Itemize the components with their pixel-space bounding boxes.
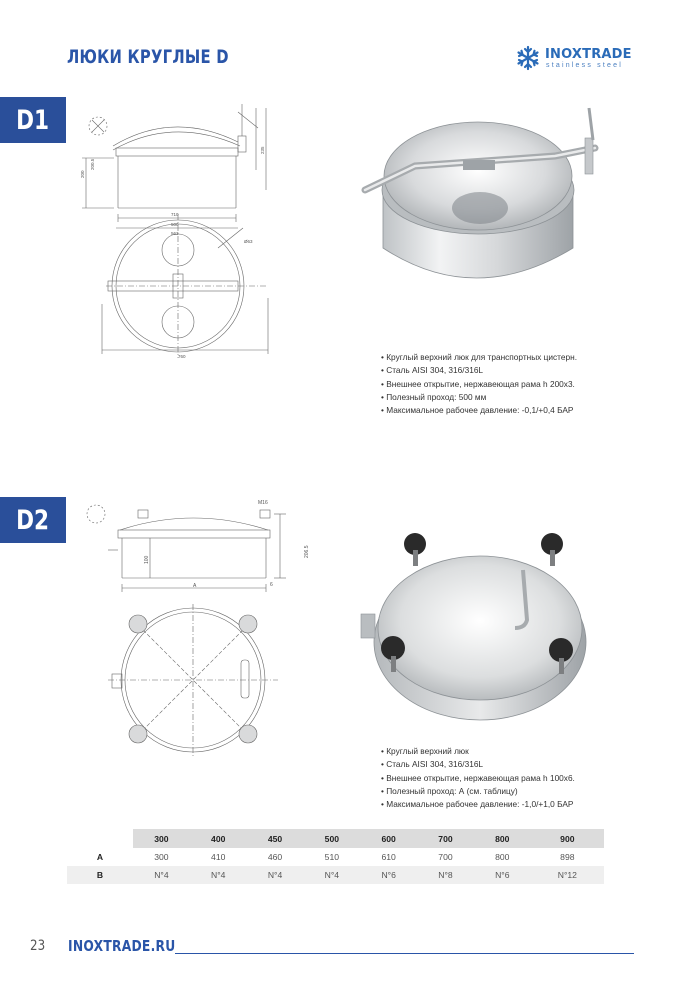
table-cell: N°4 <box>190 866 247 884</box>
list-item: • Круглый верхний люк для транспортных цистерн. <box>381 351 577 364</box>
table-header-row <box>67 829 604 848</box>
table-header: 300 <box>133 829 190 848</box>
list-item: • Внешнее открытие, нержавеющая рама h 200x3. <box>381 378 577 391</box>
footer-divider <box>175 953 634 954</box>
d1-dim-label: 760 <box>178 354 186 359</box>
table-cell: 510 <box>324 852 340 862</box>
list-item: • Полезный проход: А (см. таблицу) <box>381 785 575 798</box>
d1-dim-label: Ø63 <box>244 239 253 244</box>
table-header: 800 <box>474 829 531 848</box>
table-cell: N°8 <box>417 866 474 884</box>
brand-name: INOXTRADE <box>545 47 632 62</box>
d1-feature-list <box>381 351 577 417</box>
snowflake-icon <box>515 45 541 71</box>
table-cell: N°6 <box>360 866 417 884</box>
list-item: • Полезный проход: 500 мм <box>381 391 577 404</box>
table-cell: 410 <box>211 852 226 862</box>
d2-dim-label: 206.5 <box>304 545 310 558</box>
d1-product-photo <box>355 98 610 293</box>
table-cell: N°12 <box>531 866 604 884</box>
table-header: 500 <box>303 829 360 848</box>
table-cell: 800 <box>495 852 510 862</box>
table-cell: 700 <box>438 852 453 862</box>
d2-product-photo <box>355 520 605 730</box>
section-tab-d1: D1 <box>0 97 66 143</box>
page-number: 23 <box>30 938 46 954</box>
section-tab-d2: D2 <box>0 497 66 543</box>
d2-dim-label: A <box>193 583 197 589</box>
d1-dim-label: 563 <box>171 231 179 236</box>
table-row <box>67 848 604 866</box>
website-link[interactable]: INOXTRADE.RU <box>68 937 176 955</box>
d2-dim-label: 6 <box>270 582 273 588</box>
d2-feature-list <box>381 745 575 811</box>
d1-dim-label: 710 <box>171 212 179 217</box>
size-table <box>67 829 604 884</box>
table-cell: 460 <box>267 852 283 862</box>
d1-technical-drawing <box>78 98 278 362</box>
d2-dim-label: 100 <box>144 555 150 564</box>
d1-dim-label: 500 <box>171 222 179 227</box>
list-item: • Внешнее открытие, нержавеющая рама h 100x6. <box>381 772 575 785</box>
table-cell: 898 <box>560 852 575 862</box>
d1-dim-label: 200.5 <box>90 158 95 170</box>
d2-dim-label: M16 <box>258 500 268 506</box>
table-row <box>67 866 604 884</box>
table-corner <box>67 829 133 848</box>
table-header: 600 <box>360 829 417 848</box>
list-item: • Максимальное рабочее давление: -1,0/+1,0 БАР <box>381 798 575 811</box>
table-cell: N°6 <box>474 866 531 884</box>
brand-tagline: stainless steel <box>546 62 623 69</box>
list-item: • Круглый верхний люк <box>381 745 575 758</box>
table-header: 900 <box>531 829 604 848</box>
list-item: • Сталь AISI 304, 316/316L <box>381 758 575 771</box>
table-cell: 610 <box>381 852 396 862</box>
table-header: 700 <box>417 829 474 848</box>
list-item: • Сталь AISI 304, 316/316L <box>381 364 577 377</box>
d1-dim-label: 200 <box>80 170 85 178</box>
table-header: 400 <box>190 829 247 848</box>
table-cell: 300 <box>154 852 169 862</box>
row-label: B <box>67 866 133 884</box>
d2-technical-drawing <box>78 494 318 764</box>
d1-dim-label: 235 <box>260 146 265 154</box>
table-cell: N°4 <box>247 866 304 884</box>
list-item: • Максимальное рабочее давление: -0,1/+0,4 БАР <box>381 404 577 417</box>
page-title: ЛЮКИ КРУГЛЫЕ D <box>67 46 229 68</box>
table-cell: N°4 <box>133 866 190 884</box>
table-cell: N°4 <box>303 866 360 884</box>
table-header: 450 <box>247 829 304 848</box>
row-label: A <box>96 852 104 862</box>
brand-logo <box>515 44 640 74</box>
